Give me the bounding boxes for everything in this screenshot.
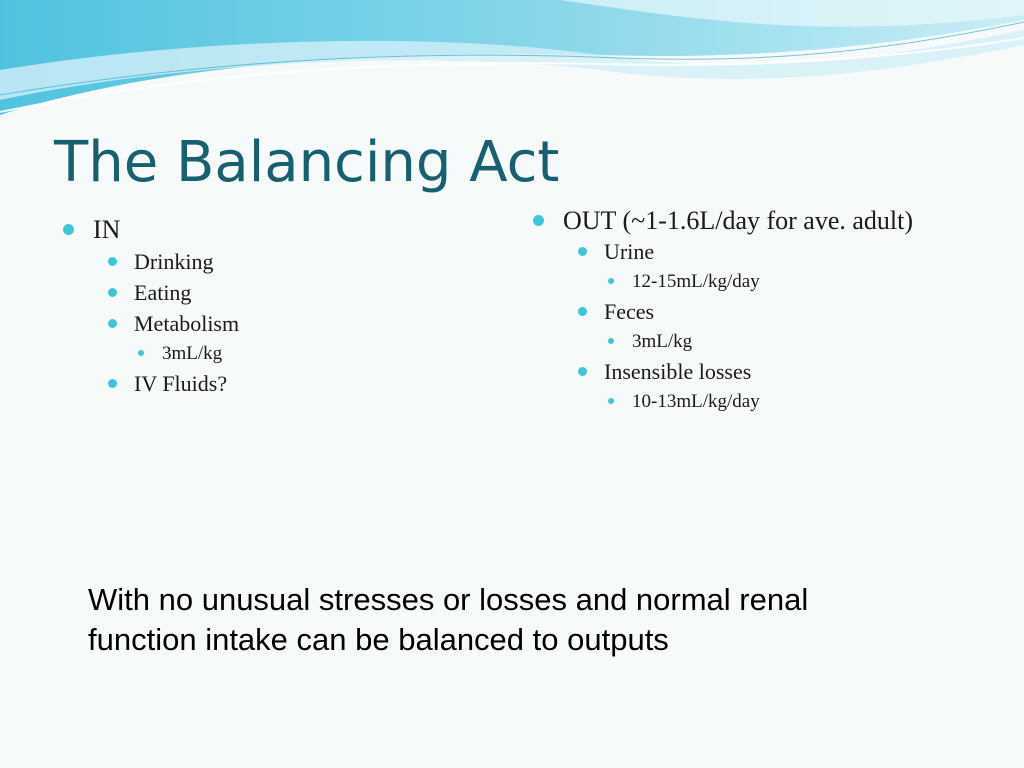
bullet-icon — [608, 338, 614, 344]
list-item — [530, 205, 930, 236]
list-item — [106, 246, 490, 277]
list-item — [606, 387, 930, 416]
out-list — [530, 205, 930, 416]
bullet-icon — [578, 247, 587, 256]
list-item — [576, 236, 930, 267]
bullet-icon — [533, 215, 544, 226]
in-item-drinking: Drinking — [134, 249, 214, 274]
out-item-urine: Urine — [604, 239, 655, 264]
bullet-icon — [108, 319, 117, 328]
slide-title: The Balancing Act — [54, 130, 560, 195]
list-item — [606, 267, 930, 296]
in-item-eating: Eating — [134, 280, 192, 305]
summary-text: With no unusual stresses or losses and normal renal function intake can be balanced to outputs — [88, 582, 809, 657]
out-item-feces: Feces — [604, 299, 655, 324]
feces-value: 3mL/kg — [632, 331, 693, 352]
list-item — [576, 356, 930, 387]
out-item-insensible-losses: Insensible losses — [604, 359, 752, 384]
in-item-iv-fluids: IV Fluids? — [134, 371, 228, 396]
list-item — [576, 296, 930, 327]
bullet-icon — [138, 350, 144, 356]
bullet-icon — [578, 367, 587, 376]
out-heading: OUT (~1-1.6L/day for ave. adult) — [563, 206, 914, 235]
bullet-icon — [108, 288, 117, 297]
bullet-icon — [578, 307, 587, 316]
in-item-metabolism: Metabolism — [134, 311, 240, 336]
bullet-icon — [63, 224, 74, 235]
list-item — [136, 339, 490, 368]
in-heading: IN — [93, 215, 121, 244]
list-item — [106, 368, 490, 399]
urine-value: 12-15mL/kg/day — [632, 271, 760, 292]
metabolism-value: 3mL/kg — [162, 343, 223, 364]
list-item — [606, 327, 930, 356]
in-list — [60, 214, 490, 399]
bullet-icon — [608, 398, 614, 404]
list-item — [106, 308, 490, 339]
header-wave-decoration — [0, 0, 1024, 125]
bullet-icon — [108, 379, 117, 388]
list-item — [60, 214, 490, 246]
list-item — [106, 277, 490, 308]
bullet-icon — [108, 257, 117, 266]
bullet-icon — [608, 278, 614, 284]
insensible-losses-value: 10-13mL/kg/day — [632, 391, 760, 412]
